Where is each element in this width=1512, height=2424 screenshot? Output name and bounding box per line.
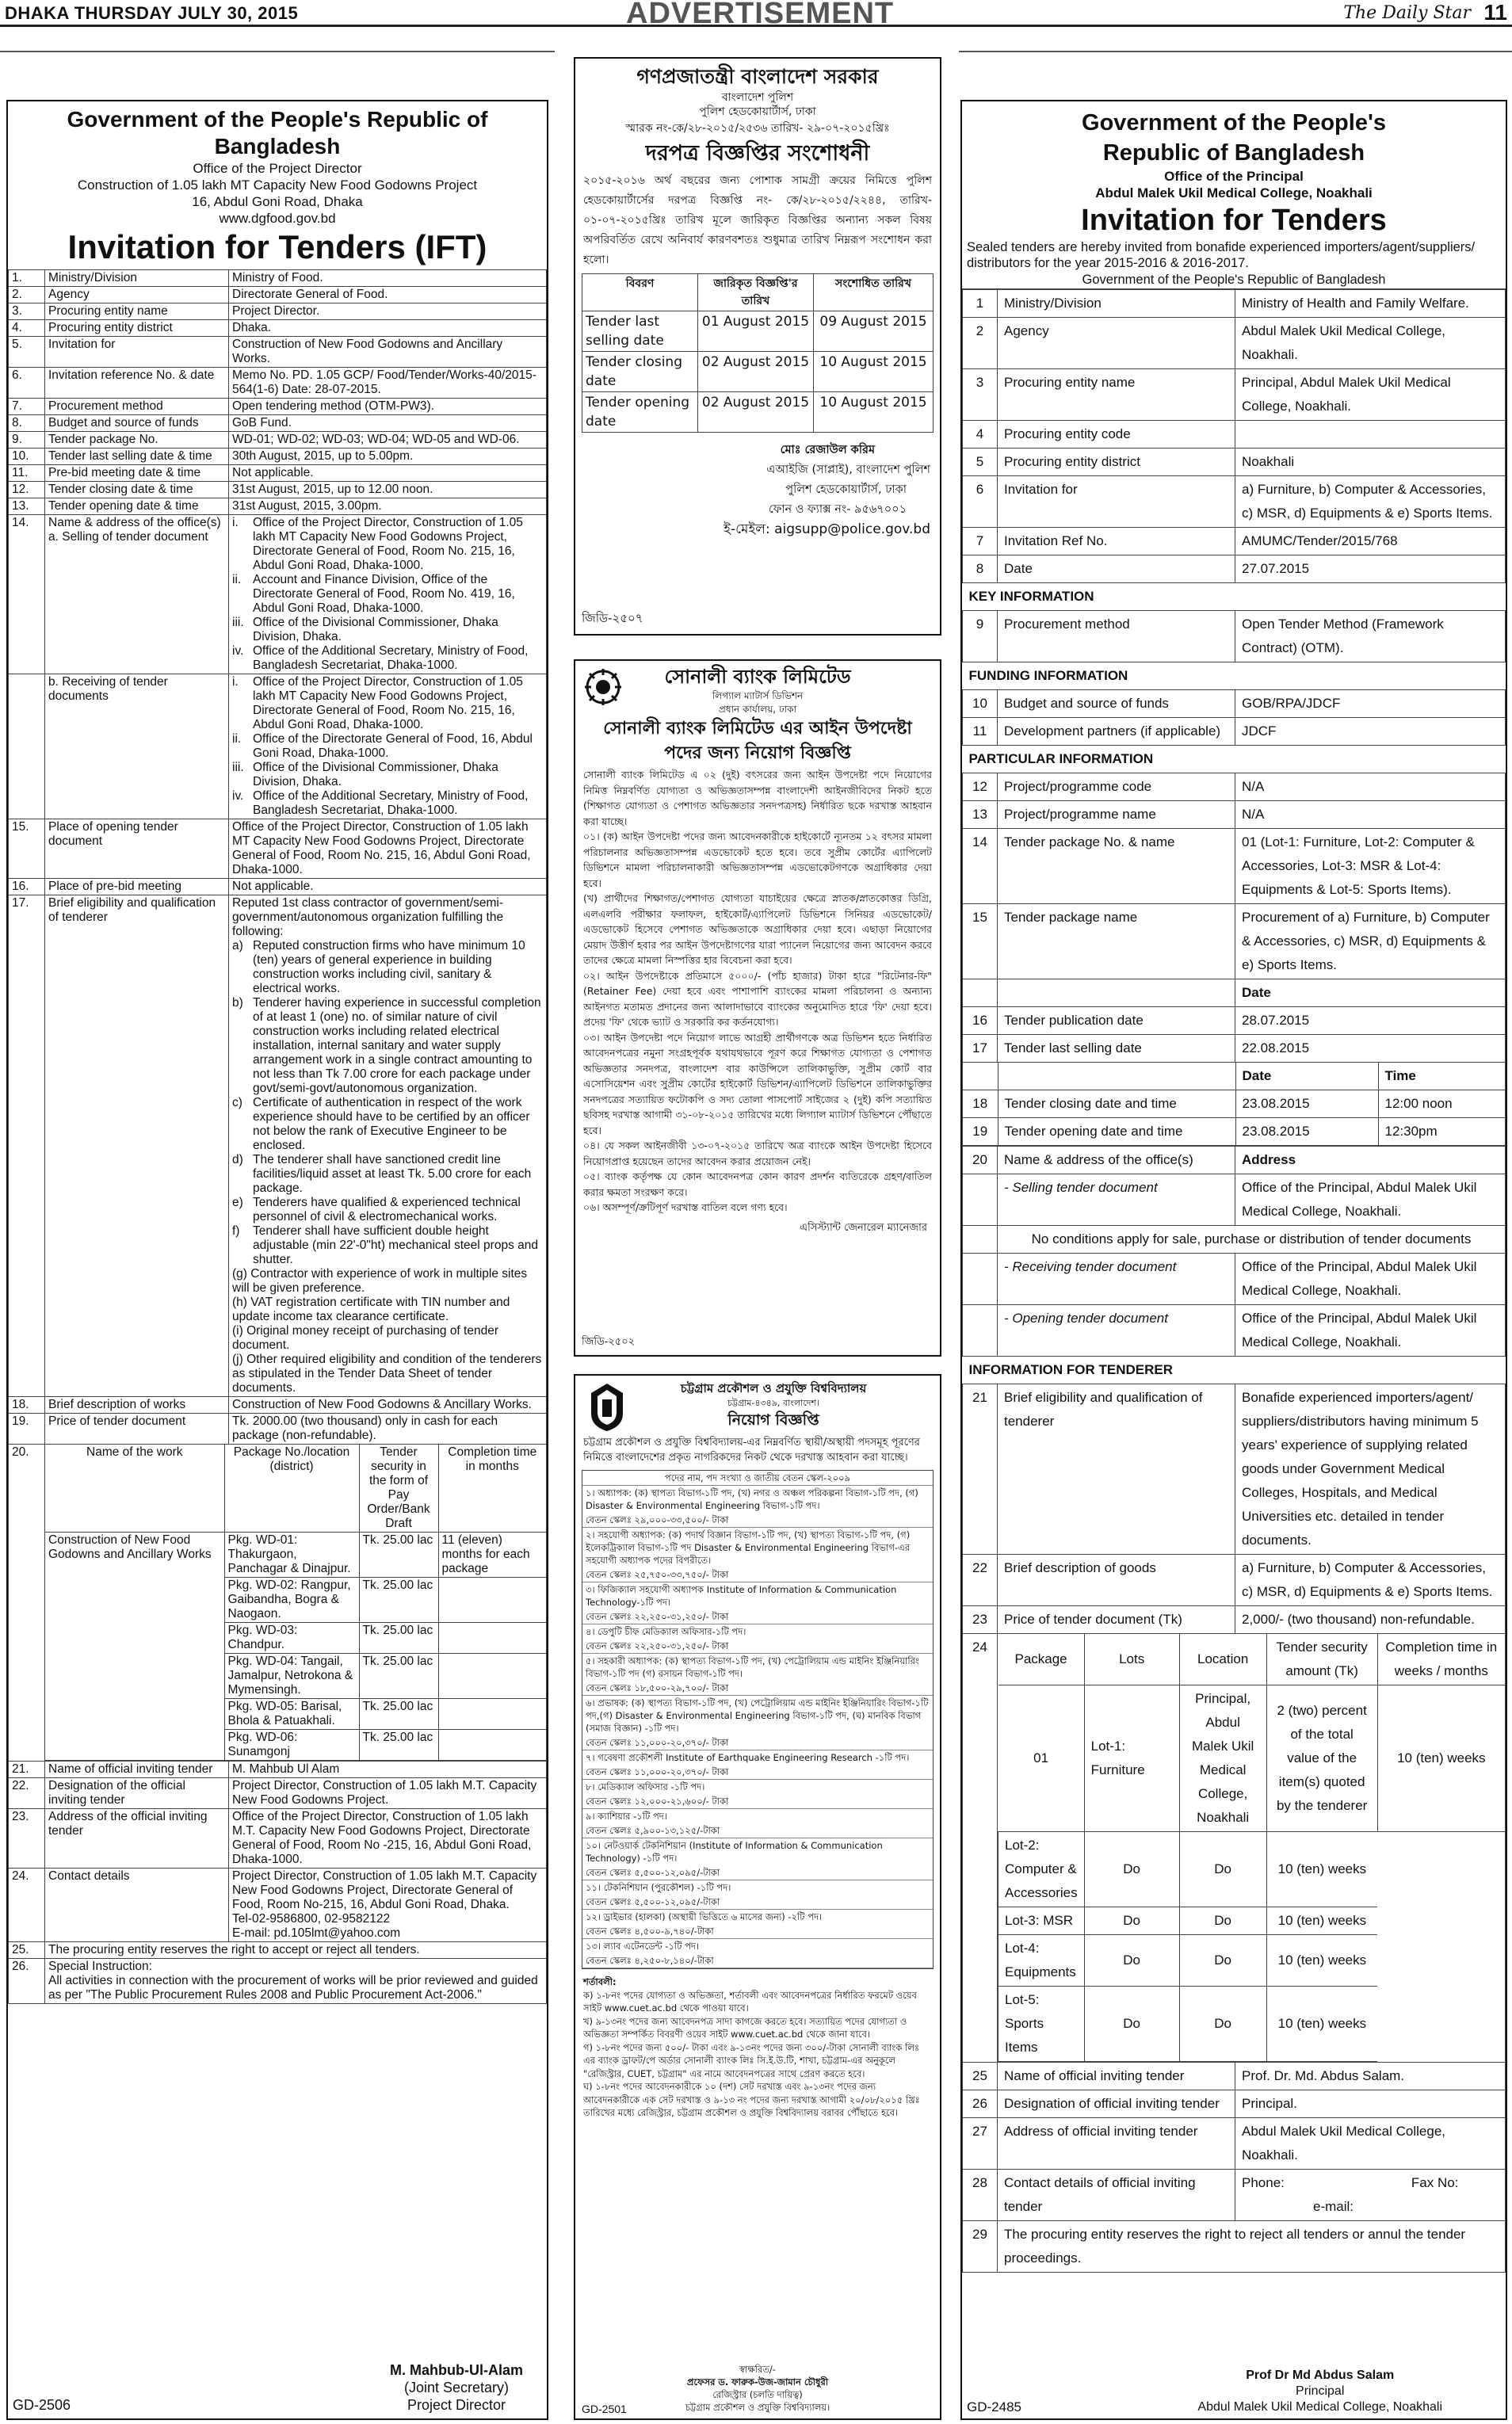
table-row: Lot-5: Sports Items Do Do 10 (ten) weeks [998, 1987, 1506, 2062]
table-row: 15. Place of opening tender document Office of the Project Director, Construction of 1.05 lakh MT Capacity New Food Godowns Project, Directorate General of Food, Room No. 215, 16, Abdul Goni Road, Dhaka-1000. [9, 819, 547, 879]
table-row: 16. Place of pre-bid meeting Not applicable. [9, 879, 547, 895]
paragraph: ঘ) ১-৮নং পদের আবেদনকারীকে ১০ (দশ) সেট দরখাস্ত এবং ৯-১৩নং পদের জন্য আবেদনকারীকে এক সেট দরখাস্ত ও ৯-১৩ নং পদের জন্য দরখাস্ত আগামী ২০/০৮/২০১৫ খ্রিঃ তারিখের মধ্যে রেজিস্ট্রার, চট্টগ্রাম প্রকৌশল ও প্রযুক্তি বিশ্ববিদ্যালয় বরাবর পৌঁছাতে হবে। [583, 2081, 920, 2118]
ad-heading: দরপত্র বিজ্ঞপ্তির সংশোধনী [645, 141, 870, 166]
paragraph: ০৫। ব্যাংক কর্তৃপক্ষ যে কোন আবেদনপত্র কোন কারণ প্রদর্শন ব্যতিরেকে গ্রহণ/বাতিল করার ক্ষমতা সংরক্ষণ করে। [583, 1170, 932, 1198]
table-row: 23. Address of the official inviting tender Office of the Project Director, Construction of 1.05 lakh M.T. Capacity New Food Godowns Project, Directorate General of Food, Room No -215, 16, Abdul Goni Road, Dhaka-1000. [9, 1809, 547, 1869]
ad-code: GD-2506 [13, 2397, 71, 2413]
ad-heading: সোনালী ব্যাংক লিমিটেড এর আইন উপদেষ্টা [603, 719, 912, 739]
medical-college-tender-ad: Government of the People's Republic of Bangladesh Office of the Principal Abdul Malek Ukil Medical College, Noakhali Invitation for Tenders Sealed tenders are hereby invited from bonafide experienced importers/agent/suppliers/ distributors for the year 2015-2016 & 2016-2017. Government of the People's Republic of Bangladesh 1 Ministry/Division Ministry of Health and Family Welfare. 2 Agency Abdul Malek Ukil Medical College, Noakhali. 3 Procuring entity name Principal, Abdul Malek Ukil Medical College, Noakhali. 4 Procuring entity code 5 Procuring entity district Noakhali 6 Invitation for a) Furniture, b) Computer & Accessories, c) MSR, d) Equipments & e) Sports Items. 7 Invitation Ref No. AMUMC/Tender/2015/768 8 Date 27.07.2015 KEY INFORMATION 9 Procurement method Open Tender Method (Framework Contract) (OTM). FUNDING INFORMATION 10 Budget and source of funds GOB/RPA/JDCF 11 Development partners (if applicable) JDCF PARTICULAR INFORMATION 12 Project/programme code N/A 13 Project/programme name N/A 14 Tender package No. & name 01 (Lot-1: Furniture, Lot-2: Computer & Accessories, Lot-3: MSR & Lot-4: Equipments & Lot-5: Sports Items). 15 Tender package name Procurement of a) Furniture, b) Computer & Accessories, c) MSR, d) Equipments & e) Sports Items. Date 16 Tender publication date 28.07.2015 17 Tender last selling date 22.08.2015 Date Time 18 Tender closing date and time 23.08.2015 12:00 noon 19 Tender opening date and time 23.08.2015 12:30pm 20 Name & address of the office(s) Address - Selling tender document Office of the Principal, Abdul Malek Ukil Medical College, Noakhali. No conditions apply for sale, purchase or distribution of tender documents - Receiving tender document Office of the Principal, Abdul Malek Ukil Medical College, Noakhali. - Opening tender document Office of the Principal, Abdul Malek Ukil Medical College, Noakhali. INFORMATION FOR TENDERER 21 Brief eligibility and qualification of tenderer Bonafide experienced importers/agent/ suppliers/distributors having minimum 5 years' experience of supplying related goods under Government Medical Colleges, Hospitals, and Medical Universities etc. detailed in tender documents. 22 Brief description of goods a) Furniture, b) Computer & Accessories, c) MSR, d) Equipments & e) Sports Items. 23 Price of tender document (Tk) 2,000/- (two thousand) non-refundable. 24 Package Lots Location Tender security amount (Tk) Completion time in weeks / months 01 Lot-1: Furniture Principal, Abdul Malek Ukil Medical College, Noakhali 2 (two) percent of the total value of the item(s) quoted by the tenderer 10 (ten) weeks Lot-2: Computer & Accessories Do Do 10 (ten) weeks Lot-3: MSR Do Do 10 (ten) weeks Lot-4: Equipments Do Do 10 (ten) weeks Lot-5: Sports Items Do Do 10 (ten) weeks 25 Name of official inviting tender Prof. Dr. Md. Abdus Salam. 26 Designation of official inviting tender Principal. 27 Address of official inviting tender Abdul Malek Ukil Medical College, Noakhali. 28 Contact details of official inviting tender Phone: Fax No:e-mail: 29 The procuring entity reserves the right to reject all tenders or annul the tender proceedings. Prof Dr Md Abdus Salam Principal Abdul Malek Ukil Medical College, Noakhali GD-2485 [960, 100, 1507, 2420]
table-row: 14. Name & address of the office(s) a. Selling of tender document i. Office of the Project Director, Construction of 1.05 lakh MT Capacity New Food Godowns Project, Directorate General of Food, Room No. 215, 16, Abdul Goni Road, Dhaka-1000. ii. Account and Finance Division, Office of the Directorate General of Food, Room No. 419, 16, Abdul Goni Road, Dhaka-1000. iii. Office of the Divisional Commissioner, Dhaka Division, Dhaka. iv. Office of the Additional Secretary, Ministry of Food, Bangladesh Secretariat, Dhaka-1000. [9, 515, 547, 674]
table-row: 24 Package Lots Location Tender security amount (Tk) Completion time in weeks / months 01 Lot-1: Furniture Principal, Abdul Malek Ukil Medical College, Noakhali 2 (two) percent of the total value of the item(s) quoted by the tenderer 10 (ten) weeks Lot-2: Computer & Accessories Do Do 10 (ten) weeks Lot-3: MSR Do Do 10 (ten) weeks Lot-4: Equipments Do Do 10 (ten) weeks Lot-5: Sports Items Do Do 10 (ten) weeks [963, 1634, 1506, 2063]
paragraph: ২। সহযোগী অধ্যাপক: (ক) পদার্থ বিজ্ঞান বিভাগ-১টি পদ, (খ) স্থাপত্য বিভাগ-১টি পদ, (গ) ইলেকট্রিক্যাল বিভাগ-১টি পদ Disaster & Environmental Engineering বিভাগ-এর সহযোগী অধ্যাপক পদের বিপরীতে। [586, 1529, 911, 1566]
table-row: 17 Tender last selling date 22.08.2015 [963, 1035, 1506, 1063]
paragraph: (j) Other required eligibility and condition of the tenderers as stipulated in the Tender Data Sheet of tender documents. [232, 1353, 542, 1395]
police-corrigendum-ad: গণপ্রজাতন্ত্রী বাংলাদেশ সরকার বাংলাদেশ পুলিশ পুলিশ হেডকোয়ার্টার্স, ঢাকা স্মারক নং-কে/২৮-২০১৫/২৫৩৬ তারিখ- ২৯-০৭-২০১৫খ্রিঃ দরপত্র বিজ্ঞপ্তির সংশোধনী ২০১৫-২০১৬ অর্থ বছরের জন্য পোশাক সামগ্রী ক্রয়ের নিমিত্তে পুলিশ হেডকোয়ার্টার্সের দরপত্র বিজ্ঞপ্তি নং- কে/২৮-২০১৫/২২৪৪, তারিখ- ০১-০৭-২০১৫খ্রিঃ তারিখ মূলে জারিকৃত বিজ্ঞপ্তির অন্যান্য সকল বিষয় অপরিবর্তিত রেখে অনিবার্য কারণবশতঃ শুধুমাত্র তারিখ নিম্নরূপ সংশোধন করা হলো। বিবরণ জারিকৃত বিজ্ঞপ্তি'র তারিখ সংশোধিত তারিখ Tender last selling date 01 August 2015 09 August 2015 Tender closing date 02 August 2015 10 August 2015 Tender opening date 02 August 2015 10 August 2015 মোঃ রেজাউল করিম এআইজি (সাপ্লাই), বাংলাদেশ পুলিশ পুলিশ হেডকোয়ার্টার্স, ঢাকা ফোন ও ফ্যাক্স নং- ৯৫৬৭০০১ ই-মেইল: aigsupp@police.gov.bd জিডি-২৫০৭ [574, 57, 941, 636]
table-row: 13 Project/programme name N/A [963, 801, 1506, 829]
paragraph: বেতন স্কেলঃ ১২,০০০-২১,৬০০/- টাকা [582, 1794, 933, 1809]
paragraph: ৭। গবেষণা প্রকৌশলী Institute of Earthquake Engineering Research -১টি পদ। [586, 1752, 910, 1763]
table-row: 11 Development partners (if applicable) JDCF [963, 718, 1506, 746]
table-row: 25 Name of official inviting tender Prof. Dr. Md. Abdus Salam. [963, 2063, 1506, 2090]
table-row: 9. Tender package No. WD-01; WD-02; WD-03; WD-04; WD-05 and WD-06. [9, 432, 547, 449]
table-row: b. Receiving of tender documents i. Office of the Project Director, Construction of 1.05 lakh MT Capacity New Food Godowns Project, Directorate General of Food, Room No. 215, 16, Abdul Goni Road, Dhaka-1000. ii. Office of the Directorate General of Food, 16, Abdul Goni Road, Dhaka-1000. iii. Office of the Divisional Commissioner, Dhaka Division, Dhaka. iv. Office of the Additional Secretary, Ministry of Food, Bangladesh Secretariat, Dhaka-1000. [9, 674, 547, 819]
paragraph: ১২। ড্রাইভার (হালকা) (অস্থায়ী ভিত্তিতে ৬ মাসের জন্য) -২টি পদ। [586, 1911, 823, 1922]
food-godown-tender-ad [6, 100, 548, 2420]
list-item: ii. Office of the Directorate General of Food, 16, Abdul Goni Road, Dhaka-1000. [232, 732, 533, 760]
cuet-recruitment-ad: চট্টগ্রাম প্রকৌশল ও প্রযুক্তি বিশ্ববিদ্যালয় চট্টগ্রাম-৪৩৪৯, বাংলাদেশ। নিয়োগ বিজ্ঞপ্তি চট্টগ্রাম প্রকৌশল ও প্রযুক্তি বিশ্ববিদ্যালয়-এর নিম্নবর্ণিত স্থায়ী/অস্থায়ী পদসমূহ পূরণের নিমিত্তে বাংলাদেশের প্রকৃত নাগরিকদের নিকট থেকে দরখাস্ত আহবান করা যাচ্ছে। পদের নাম, পদ সংখ্যা ও জাতীয় বেতন স্কেল-২০০৯ ১। অধ্যাপক: (ক) স্থাপত্য বিভাগ-১টি পদ, (খ) নগর ও অঞ্চল পরিকল্পনা বিভাগ-১টি পদ, (গ) Disaster & Environmental Engineering বিভাগ-১টি পদ। বেতন স্কেলঃ ২৯,০০০-৩৩,৫০০/- টাকা ২। সহযোগী অধ্যাপক: (ক) পদার্থ বিজ্ঞান বিভাগ-১টি পদ, (খ) স্থাপত্য বিভাগ-১টি পদ, (গ) ইলেকট্রিক্যাল বিভাগ-১টি পদ Disaster & Environmental Engineering বিভাগ-এর সহযোগী অধ্যাপক পদের বিপরীতে। বেতন স্কেলঃ ২৫,৭৫০-৩৩,৭৫০/- টাকা ৩। ফিজিক্যাল সহযোগী অধ্যাপক Institute of Information & Communication Technology-১টি পদ। বেতন স্কেলঃ ২২,২৫০-৩১,২৫০/- টাকা ৪। ডেপুটি চীফ মেডিক্যাল অফিসার-১টি পদ। বেতন স্কেলঃ ২২,২৫০-৩১,২৫০/- টাকা ৫। সহকারী অধ্যাপক: (ক) স্থাপত্য বিভাগ-১টি পদ, (খ) পেট্রোলিয়াম এন্ড মাইনিং ইঞ্জিনিয়ারিং বিভাগ-১টি পদ (গ) রসায়ন বিভাগ-১টি পদ। বেতন স্কেলঃ ১৮,৫০০-২৯,৭০০/- টাকা ৬। প্রভাষক: (ক) স্থাপত্য বিভাগ-১টি পদ, (খ) পেট্রোলিয়াম এন্ড মাইনিং ইঞ্জিনিয়ারিং বিভাগ-১টি পদ,(গ) Disaster & Environmental Engineering বিভাগ-১টি পদ, (ঘ) মানবিক বিভাগ (সমাজ বিজ্ঞান) -১টি পদ। বেতন স্কেলঃ ১১,০০০-২০,৩৭০/- টাকা ৭। গবেষণা প্রকৌশলী Institute of Earthquake Engineering Research -১টি পদ। বেতন স্কেলঃ ১১,০০০-২০,৩৭০/- টাকা ৮। মেডিক্যাল অফিসার -১টি পদ। বেতন স্কেলঃ ১২,০০০-২১,৬০০/- টাকা ৯। ক্যাশিয়ার -১টি পদ। বেতন স্কেলঃ ৫,৯০০-১৩,১২৫/-টাকা ১০। নেটওয়ার্ক টেকনিশিয়ান (Institute of Information & Communication Technology) -১টি পদ। বেতন স্কেলঃ ৫,৫০০-১২,০৯৫/-টাকা ১১। টেকনিশিয়ান (পুরকৌশল) -১টি পদ। বেতন স্কেলঃ ৫,৫০০-১২,০৯৫/-টাকা ১২। ড্রাইভার (হালকা) (অস্থায়ী ভিত্তিতে ৬ মাসের জন্য) -২টি পদ। বেতন স্কেলঃ ৪,৫০০-৯,৭৪০/-টাকা ১৩। ল্যাব এটেনডেন্ট -১টি পদ। বেতন স্কেলঃ ৪,২৫০-৮,১৪০/-টাকা শর্তাবলী: ক) ১-৮নং পদের যোগ্যতা ও অভিজ্ঞতা, শর্তাবলী এবং আবেদনপত্রের নির্ধারিত ফরমেট ওয়েব সাইট www.cuet.ac.bd থেকে পাওয়া যাবে। খ) ৯-১৩নং পদের জন্য আবেদনপত্র সাদা কাগজে করতে হবে। সত্যায়িত পদের যোগ্যতা ও অভিজ্ঞতা সম্পর্কিত বিবরণী ওয়েব সাইট www.cuet.ac.bd থেকে জানা যাবে। গ) ১-৮নং পদের জন্য ৫০০/- টাকা এবং ৯-১৩নং পদের জন্য ৩০০/-টাকা সোনালী ব্যাংক লিঃ এর ব্যাংক ড্রাফট/পে অর্ডার সোনালী ব্যাংক লিঃ সি.ই.উ.টি, শাখা, চট্টগ্রাম-এর অনুকূলে "রেজিস্ট্রার, CUET, চট্টগ্রাম" এর নামে আবেদনপত্রের সাথে প্রেরণ করতে হবে। ঘ) ১-৮নং পদের আবেদনকারীকে ১০ (দশ) সেট দরখাস্ত এবং ৯-১৩নং পদের জন্য আবেদনকারীকে এক সেট দরখাস্ত ও ৯-১৩ নং পদের জন্য দরখাস্ত আগামী ২০/০৮/২০১৫ খ্রিঃ তারিখের মধ্যে রেজিস্ট্রার, চট্টগ্রাম প্রকৌশল ও প্রযুক্তি বিশ্ববিদ্যালয় বরাবর পৌঁছাতে হবে। স্বাক্ষরিত/- প্রফেসর ড. ফারুক-উজ-জামান চৌধুরী রেজিস্ট্রার (চলতি দায়িত্ব) চট্টগ্রাম প্রকৌশল ও প্রযুক্তি বিশ্ববিদ্যালয়। GD-2501 [574, 1374, 941, 2420]
table-row: - Opening tender document Office of the Principal, Abdul Malek Ukil Medical College, Noakhali. [963, 1305, 1506, 1357]
paragraph: ৪। ডেপুটি চীফ মেডিক্যাল অফিসার-১টি পদ। [586, 1626, 746, 1637]
table-row: 9 Procurement method Open Tender Method (Framework Contract) (OTM). [963, 611, 1506, 662]
signature-block: স্বাক্ষরিত/- প্রফেসর ড. ফারুক-উজ-জামান চৌধুরী রেজিস্ট্রার (চলতি দায়িত্ব) চট্টগ্রাম প্রকৌশল ও প্রযুক্তি বিশ্ববিদ্যালয়। [685, 2364, 830, 2413]
table-row: 22. Designation of the official inviting tender Project Director, Construction of 1.05 lakh M.T. Capacity New Food Godowns Project. [9, 1778, 547, 1809]
section-title: ADVERTISEMENT [626, 0, 895, 30]
table-row: 12. Tender closing date & time 31st August, 2015, up to 12.00 noon. [9, 482, 547, 498]
cuet-logo [588, 1382, 626, 1433]
signature-block: এসিস্ট্যান্ট জেনারেল ম্যানেজার [800, 1221, 927, 1234]
table-row: 7 Invitation Ref No. AMUMC/Tender/2015/768 [963, 528, 1506, 555]
table-row: Pkg. WD-03: Chandpur. Tk. 25.00 lac [45, 1623, 546, 1654]
table-row: 22 Brief description of goods a) Furniture, b) Computer & Accessories, c) MSR, d) Equipments & e) Sports Items. [963, 1555, 1506, 1606]
table-row: 17. Brief eligibility and qualification of tenderer Reputed 1st class contractor of government/semi-government/autonomous organization fulfilling the following: a) Reputed construction firms who have minimum 10 (ten) years of general experience in building construction works including civil, sanitary & electrical works. b) Tenderer having experience in successful completion of at least 1 (one) no. of similar nature of civil construction works including related electrical installation, internal sanitary and water supply arrangement work in a single contract amounting to not less than Tk 7.00 crore for each package under govt/semi-govt/autonomous organization. c) Certificate of authentication in respect of the work experience should have to be certified by an officer not below the rank of Executive Engineer to be enclosed. d) The tenderer shall have sanctioned credit line facilities/liquid asset at least Tk. 5.00 crore for each package. e) Tenderers have qualified & experienced technical personnel of civil & electromechanical works. f) Tenderer shall have sufficient double height adjustable (min 22'-0"ht) mechanical steel props and shutter. (g) Contractor with experience of work in multiple sites will be given preference. (h) VAT registration certificate with TIN number and update income tax clearance certificate. (i) Original money receipt of purchasing of tender document. (j) Other required eligibility and condition of the tenderers as stipulated in the Tender Data Sheet of tender documents. [9, 895, 547, 1397]
table-row: Pkg. WD-02: Rangpur, Gaibandha, Bogra & Naogaon. Tk. 25.00 lac [45, 1578, 546, 1623]
table-row: 26 Designation of official inviting tender Principal. [963, 2090, 1506, 2118]
table-row: 15 Tender package name Procurement of a) Furniture, b) Computer & Accessories, c) MSR, d) Equipments & e) Sports Items. [963, 904, 1506, 979]
package-table: Name of the work Package No./location (district) Tender security in the form of Pay Order/Bank Draft Completion time in months Construction of New Food Godowns and Ancillary Works Pkg. WD-01: Thakurgaon, Panchagar & Dinajpur. Tk. 25.00 lac 11 (eleven) months for each package Pkg. WD-02: Rangpur, Gaibandha, Bogra & Naogaon. Tk. 25.00 lac Pkg. WD-03: Chandpur. Tk. 25.00 lac Pkg. WD-04: Tangail, Jamalpur, Netrokona & Mymensingh. Tk. 25.00 lac Pkg. WD-05: Barisal, Bhola & Patuakhali. Tk. 25.00 lac Pkg. WD-06: Sunamgonj Tk. 25.00 lac [45, 1445, 546, 1761]
paragraph: বেতন স্কেলঃ ৪,২৫০-৮,১৪০/-টাকা [582, 1953, 933, 1968]
paragraph: ৯। ক্যাশিয়ার -১টি পদ। [586, 1811, 667, 1822]
table-row: Tender opening date 02 August 2015 10 August 2015 [582, 392, 934, 433]
paragraph: সোনালী ব্যাংক লিমিটেড এ ০২ (দুই) বৎসরের জন্য আইন উপদেষ্টা পদে নিয়োগের নিমিত্ত নিম্নবর্ণিত যোগ্যতা ও অভিজ্ঞতাসম্পন্ন বাংলাদেশী আইনজীবিদের নিকট হতে (শিক্ষাগত যোগ্যতা ও পেশাগত অভিজ্ঞতার সনদপত্রসহ) নির্ধারিত ছকে দরখাস্ত আহবান করা যাচ্ছে। [583, 769, 932, 827]
table-row: 26. Special Instruction: All activities in connection with the procurement of works will be prior reviewed and guided as per "The Public Procurement Rules 2008 and Public Procurement Act-2006." [9, 1959, 547, 2004]
table-row: 8 Date 27.07.2015 [963, 555, 1506, 583]
signature-block: মোঃ রেজাউল করিম এআইজি (সাপ্লাই), বাংলাদেশ পুলিশ পুলিশ হেডকোয়ার্টার্স, ঢাকা ফোন ও ফ্যাক্স নং- ৯৫৬৭০০১ ই-মেইল: aigsupp@police.gov.bd [724, 444, 930, 537]
ad-heading: নিয়োগ বিজ্ঞপ্তি [727, 1411, 819, 1429]
paragraph: বেতন স্কেলঃ ২৫,৭৫০-৩৩,৭৫০/- টাকা [582, 1567, 933, 1582]
table-row: 28 Contact details of official inviting tender Phone: Fax No:e-mail: [963, 2170, 1506, 2221]
paragraph: ০৩। আইন উপদেষ্টা পদে নিয়োগ লাভে আগ্রহী প্রার্থীগণকে অত্র ডিভিশন হতে নির্ধারিত আবেদনপত্রের নমুনা সংগ্রহপূর্বক যথাযথভাবে পূরণ করে শিক্ষাগত যোগ্যতা ও পেশাগত অভিজ্ঞতার সনদপত্র, বাংলাদেশ বার কাউন্সিলে তালিকাভুক্তি, সুপ্রীম কোর্ট বার এসোসিয়েশন এবং সুপ্রীম কোর্টের হাইকোর্ট ডিভিশন/এ্যাপিলেট ডিভিশনে তালিকাভুক্তির সনদপত্রের সত্যায়িত ফটোকপি ও সদ্য তোলা পাসপোর্ট সাইজের ২ (দুই) কপি সত্যায়িত ছবিসহ দরখাস্ত আগামী ৩১-০৮-২০১৫ তারিখের মধ্যে লিগ্যাল ম্যাটার্স ডিভিশনে পৌঁছাতে হবে। [583, 1031, 932, 1136]
table-row: 3 Procuring entity name Principal, Abdul Malek Ukil Medical College, Noakhali. [963, 369, 1506, 421]
paragraph: বেতন স্কেলঃ ২২,২৫০-৩১,২৫০/- টাকা [582, 1639, 933, 1654]
paragraph: ০৪। যে সকল আইনজীবী ১৩-০৭-২০১৫ তারিখে অত্র ব্যাংকে আইন উপদেষ্টা হিসেবে নিয়োগপ্রাপ্ত হয়েছেন তাদের আবেদন করার প্রয়োজন নেই। [583, 1139, 932, 1167]
list-item: i. Office of the Project Director, Construction of 1.05 lakh MT Capacity New Food Godowns Project, Directorate General of Food, Room No. 215, 16, Abdul Goni Road, Dhaka-1000. [232, 516, 523, 572]
column-rule [0, 51, 555, 52]
ift-table: 1 Ministry/Division Ministry of Health and Family Welfare. 2 Agency Abdul Malek Ukil Medical College, Noakhali. 3 Procuring entity name Principal, Abdul Malek Ukil Medical College, Noakhali. 4 Procuring entity code 5 Procuring entity district Noakhali 6 Invitation for a) Furniture, b) Computer & Accessories, c) MSR, d) Equipments & e) Sports Items. 7 Invitation Ref No. AMUMC/Tender/2015/768 8 Date 27.07.2015 KEY INFORMATION 9 Procurement method Open Tender Method (Framework Contract) (OTM). FUNDING INFORMATION 10 Budget and source of funds GOB/RPA/JDCF 11 Development partners (if applicable) JDCF PARTICULAR INFORMATION 12 Project/programme code N/A 13 Project/programme name N/A 14 Tender package No. & name 01 (Lot-1: Furniture, Lot-2: Computer & Accessories, Lot-3: MSR & Lot-4: Equipments & Lot-5: Sports Items). 15 Tender package name Procurement of a) Furniture, b) Computer & Accessories, c) MSR, d) Equipments & e) Sports Items. Date 16 Tender publication date 28.07.2015 17 Tender last selling date 22.08.2015 Date Time 18 Tender closing date and time 23.08.2015 12:00 noon 19 Tender opening date and time 23.08.2015 12:30pm 20 Name & address of the office(s) Address - Selling tender document Office of the Principal, Abdul Malek Ukil Medical College, Noakhali. No conditions apply for sale, purchase or distribution of tender documents - Receiving tender document Office of the Principal, Abdul Malek Ukil Medical College, Noakhali. - Opening tender document Office of the Principal, Abdul Malek Ukil Medical College, Noakhali. INFORMATION FOR TENDERER 21 Brief eligibility and qualification of tenderer Bonafide experienced importers/agent/ suppliers/distributors having minimum 5 years' experience of supplying related goods under Government Medical Colleges, Hospitals, and Medical Universities etc. detailed in tender documents. 22 Brief description of goods a) Furniture, b) Computer & Accessories, c) MSR, d) Equipments & e) Sports Items. 23 Price of tender document (Tk) 2,000/- (two thousand) non-refundable. 24 Package Lots Location Tender security amount (Tk) Completion time in weeks / months 01 Lot-1: Furniture Principal, Abdul Malek Ukil Medical College, Noakhali 2 (two) percent of the total value of the item(s) quoted by the tenderer 10 (ten) weeks Lot-2: Computer & Accessories Do Do 10 (ten) weeks Lot-3: MSR Do Do 10 (ten) weeks Lot-4: Equipments Do Do 10 (ten) weeks Lot-5: Sports Items Do Do 10 (ten) weeks 25 Name of official inviting tender Prof. Dr. Md. Abdus Salam. 26 Designation of official inviting tender Principal. 27 Address of official inviting tender Abdul Malek Ukil Medical College, Noakhali. 28 Contact details of official inviting tender Phone: Fax No:e-mail: 29 The procuring entity reserves the right to reject all tenders or annul the tender proceedings. [962, 289, 1506, 2273]
paragraph: ০১। (ক) আইন উপদেষ্টা পদের জন্য আবেদনকারীকে হাইকোর্টে ন্যূনতম ১২ বৎসর মামলা পরিচালনার অভিজ্ঞতাসম্পন্ন এডভোকেট হতে হবে। তবে সুপ্রীম কোর্টের এ্যাপিলেট ডিভিশনে মামলা পরিচালনাকারী অভিজ্ঞতাসম্পন্ন এডভোকেটগণকে অগ্রাধিকার দেয়া হবে। [583, 830, 932, 889]
table-row: 27 Address of official inviting tender Abdul Malek Ukil Medical College, Noakhali. [963, 2118, 1506, 2170]
table-row: 6 Invitation for a) Furniture, b) Computer & Accessories, c) MSR, d) Equipments & e) Sports Items. [963, 476, 1506, 528]
ift-table [8, 269, 547, 2004]
ad-heading: Invitation for Tenders [1081, 204, 1387, 237]
ad-code: GD-2501 [582, 2403, 627, 2415]
table-row: 18. Brief description of works Construction of New Food Godowns & Ancillary Works. [9, 1397, 547, 1414]
table-row: 19. Price of tender document Tk. 2000.00 (two thousand) only in cash for each package (non-refundable). [9, 1414, 547, 1445]
paragraph: বেতন স্কেলঃ ২৯,০০০-৩৩,৫০০/- টাকা [582, 1513, 933, 1528]
table-row: Tender last selling date 01 August 2015 09 August 2015 [582, 311, 934, 352]
table-row: 24. Contact details Project Director, Construction of 1.05 lakh M.T. Capacity New Food Godowns Project, Directorate General of Food, Room No-215, 16, Abdul Goni Road, Dhaka. Tel-02-9586800, 02-9582122 E-mail: pd.105lmt@yahoo.com [9, 1869, 547, 1942]
page-number: 11 [1483, 0, 1507, 25]
paragraph: বেতন স্কেলঃ ৫,৫০০-১২,০৯৫/-টাকা [582, 1865, 933, 1880]
paragraph: বেতন স্কেলঃ ৫,৫০০-১২,০৯৫/-টাকা [582, 1895, 933, 1910]
dateline: DHAKA THURSDAY JULY 30, 2015 [5, 3, 299, 23]
list-item: f) Tenderer shall have sufficient double height adjustable (min 22'-0"ht) mechanical steel props and shutter. [232, 1224, 538, 1266]
list-item: iii. Office of the Divisional Commissioner, Dhaka Division, Dhaka. [232, 616, 498, 643]
table-row: Pkg. WD-06: Sunamgonj Tk. 25.00 lac [45, 1730, 546, 1761]
table-row: 18 Tender closing date and time 23.08.2015 12:00 noon [963, 1090, 1505, 1118]
paragraph: ০৬। অসম্পূর্ণ/ক্রটিপূর্ণ দরখাস্ত বাতিল বলে গণ্য হবে। [583, 1201, 788, 1213]
table-row: 16 Tender publication date 28.07.2015 [963, 1007, 1506, 1035]
table-row: 20 Name & address of the office(s) Address [963, 1147, 1506, 1174]
paragraph: বেতন স্কেলঃ ৫,৯০০-১৩,১২৫/-টাকা [582, 1823, 933, 1838]
table-row: 13. Tender opening date & time 31st August, 2015, 3.00pm. [9, 498, 547, 515]
memo-ref: স্মারক নং-কে/২৮-২০১৫/২৫৩৬ তারিখ- ২৯-০৭-২০১৫খ্রিঃ [625, 122, 890, 135]
paragraph: (খ) প্রার্থীদের শিক্ষাগত/পেশাগত যোগ্যতা যাচাইয়ের ক্ষেত্রে স্নাতক/স্নাতকোত্তর ডিগ্রি, এলএলবি পরীক্ষার ফলাফল, হাইকোর্ট/এ্যাপিলেট ডিভিশনে সিনিয়র এডভোকেট/এডভোকেট হিসেবে পেশাগত অভিজ্ঞতাকে অগ্রাধিকার দেয়া হবে। এছাড়া নিয়োগের মেয়াদ উত্তীর্ণ হবার পর আইন উপদেষ্টাগণের যারা প্যানেল নিয়োগের জন্য আবেদন করবে তাদের ক্ষেত্রে মামলা নিস্পত্তির হার বিবেচনা করা হবে। [583, 892, 932, 966]
list-item: i. Office of the Project Director, Construction of 1.05 lakh MT Capacity New Food Godowns Project, Directorate General of Food, Room No. 215, 16, Abdul Goni Road, Dhaka-1000. [232, 675, 523, 731]
list-item: b) Tenderer having experience in successful completion of at least 1 (one) no. of similar nature of civil construction works including related electrical installation, internal sanitary and water supply arrangement work in a single contract amounting to not less than Tk 7.00 crore for each package under govt/semi-govt/autonomous organization. [232, 996, 541, 1095]
table-row: 19 Tender opening date and time 23.08.2015 12:30pm [963, 1118, 1505, 1146]
table-row: 2. Agency Directorate General of Food. [9, 287, 547, 303]
paragraph: গ) ১-৮নং পদের জন্য ৫০০/- টাকা এবং ৯-১৩নং পদের জন্য ৩০০/-টাকা সোনালী ব্যাংক লিঃ এর ব্যাংক ড্রাফট/পে অর্ডার সোনালী ব্যাংক লিঃ সি.ই.উ.টি, শাখা, চট্টগ্রাম-এর অনুকূলে "রেজিস্ট্রার, CUET, চট্টগ্রাম" এর নামে আবেদনপত্রের সাথে প্রেরণ করতে হবে। [583, 2041, 920, 2079]
paragraph: ১০। নেটওয়ার্ক টেকনিশিয়ান (Institute of Information & Communication Technology) -১টি পদ। [586, 1840, 883, 1864]
ad-title: গণপ্রজাতন্ত্রী বাংলাদেশ সরকার [636, 65, 879, 88]
address-line: 16, Abdul Goni Road, Dhaka [192, 194, 363, 209]
ad-title: Government of the People's Republic of Bangladesh [67, 107, 488, 158]
table-row: 5 Procuring entity district Noakhali [963, 449, 1506, 476]
list-item: iv. Office of the Additional Secretary, Ministry of Food, Bangladesh Secretariat, Dhaka-1000. [232, 644, 529, 672]
sonali-bank-ad: সোনালী ব্যাংক লিমিটেড লিগ্যাল ম্যাটার্স ডিভিশন প্রধান কার্যালয়, ঢাকা সোনালী ব্যাংক লিমিটেড এর আইন উপদেষ্টা পদের জন্য নিয়োগ বিজ্ঞপ্তি সোনালী ব্যাংক লিমিটেড এ ০২ (দুই) বৎসরের জন্য আইন উপদেষ্টা পদে নিয়োগের নিমিত্ত নিম্নবর্ণিত যোগ্যতা ও অভিজ্ঞতাসম্পন্ন বাংলাদেশী আইনজীবিদের নিকট হতে (শিক্ষাগত যোগ্যতা ও পেশাগত অভিজ্ঞতার সনদপত্রসহ) নির্ধারিত ছকে দরখাস্ত আহবান করা যাচ্ছে। ০১। (ক) আইন উপদেষ্টা পদের জন্য আবেদনকারীকে হাইকোর্টে ন্যূনতম ১২ বৎসর মামলা পরিচালনার অভিজ্ঞতাসম্পন্ন এডভোকেট হতে হবে। তবে সুপ্রীম কোর্টের এ্যাপিলেট ডিভিশনে মামলা পরিচালনাকারী অভিজ্ঞতাসম্পন্ন এডভোকেটগণকে অগ্রাধিকার দেয়া হবে। (খ) প্রার্থীদের শিক্ষাগত/পেশাগত যোগ্যতা যাচাইয়ের ক্ষেত্রে স্নাতক/স্নাতকোত্তর ডিগ্রি, এলএলবি পরীক্ষার ফলাফল, হাইকোর্ট/এ্যাপিলেট ডিভিশনে সিনিয়র এডভোকেট/এডভোকেট হিসেবে পেশাগত অভিজ্ঞতাকে অগ্রাধিকার দেয়া হবে। এছাড়া নিয়োগের মেয়াদ উত্তীর্ণ হবার পর আইন উপদেষ্টাগণের যারা প্যানেল নিয়োগের জন্য আবেদন করবে তাদের ক্ষেত্রে মামলা নিস্পত্তির হার বিবেচনা করা হবে। ০২। আইন উপদেষ্টাকে প্রতিমাসে ৫০০০/- (পাঁচ হাজার) টাকা হারে "রিটেনার-ফি" (Retainer Fee) দেয়া হবে এবং পাশাপাশি ব্যাংকের মামলা পরিচালনা ও অন্যান্য আইনগত মতামত প্রদানের জন্য আলাদাভাবে ব্যাংকের অনুমোদিত হারে 'ফি' দেয়া হবে। প্রদেয় 'ফি' থেকে ভ্যাট ও সরকারি কর কর্তনযোগ্য। ০৩। আইন উপদেষ্টা পদে নিয়োগ লাভে আগ্রহী প্রার্থীগণকে অত্র ডিভিশন হতে নির্ধারিত আবেদনপত্রের নমুনা সংগ্রহপূর্বক যথাযথভাবে পূরণ করে শিক্ষাগত যোগ্যতা ও পেশাগত অভিজ্ঞতার সনদপত্র, বাংলাদেশ বার কাউন্সিলে তালিকাভুক্তি, সুপ্রীম কোর্ট বার এসোসিয়েশন এবং সুপ্রীম কোর্টের হাইকোর্ট ডিভিশন/এ্যাপিলেট ডিভিশনে তালিকাভুক্তির সনদপত্রের সত্যায়িত ফটোকপি ও সদ্য তোলা পাসপোর্ট সাইজের ২ (দুই) কপি সত্যায়িত ছবিসহ দরখাস্ত আগামী ৩১-০৮-২০১৫ তারিখের মধ্যে লিগ্যাল ম্যাটার্স ডিভিশনে পৌঁছাতে হবে। ০৪। যে সকল আইনজীবী ১৩-০৭-২০১৫ তারিখে অত্র ব্যাংকে আইন উপদেষ্টা হিসেবে নিয়োগপ্রাপ্ত হয়েছেন তাদের আবেদন করার প্রয়োজন নেই। ০৫। ব্যাংক কর্তৃপক্ষ যে কোন আবেদনপত্র কোন কারণ প্রদর্শন ব্যতিরেকে গ্রহণ/বাতিল করার ক্ষমতা সংরক্ষণ করে। ০৬। অসম্পূর্ণ/ক্রটিপূর্ণ দরখাস্ত বাতিল বলে গণ্য হবে। এসিস্ট্যান্ট জেনারেল ম্যানেজার জিডি-২৫০২ [574, 659, 941, 1357]
paragraph: বেতন স্কেলঃ ১১,০০০-২০,৩৭০/- টাকা [582, 1765, 933, 1780]
table-row: 1 Ministry/Division Ministry of Health and Family Welfare. [963, 290, 1506, 318]
sonali-bank-logo [585, 669, 621, 705]
ad-title: সোনালী ব্যাংক লিমিটেড [664, 666, 851, 688]
paragraph: ০২। আইন উপদেষ্টাকে প্রতিমাসে ৫০০০/- (পাঁচ হাজার) টাকা হারে "রিটেনার-ফি" (Retainer Fee) দেয়া হবে এবং পাশাপাশি ব্যাংকের মামলা পরিচালনা ও অন্যান্য আইনগত মতামত প্রদানের জন্য আলাদাভাবে ব্যাংকের অনুমোদিত হারে 'ফি' দেয়া হবে। প্রদেয় 'ফি' থেকে ভ্যাট ও সরকারি কর কর্তনযোগ্য। [583, 969, 932, 1028]
table-row: 4 Procuring entity code [963, 421, 1506, 449]
paragraph: (i) Original money receipt of purchasing of tender document. [232, 1324, 498, 1352]
paragraph: ৮। মেডিক্যাল অফিসার -১টি পদ। [586, 1781, 705, 1792]
table-row: 21. Name of official inviting tender M. Mahbub Ul Alam [9, 1762, 547, 1778]
list-item: c) Certificate of authentication in respect of the work experience should have to be certified by an officer not below the rank of Executive Engineer to be enclosed. [232, 1096, 530, 1152]
table-row: 8. Budget and source of funds GoB Fund. [9, 415, 547, 432]
date-table: বিবরণ জারিকৃত বিজ্ঞপ্তি'র তারিখ সংশোধিত তারিখ Tender last selling date 01 August 2015 09 August 2015 Tender closing date 02 August 2015 10 August 2015 Tender opening date 02 August 2015 10 August 2015 [582, 273, 934, 433]
ad-title: Government of the People's [1082, 110, 1386, 136]
table-row: Construction of New Food Godowns and Ancillary Works Pkg. WD-01: Thakurgaon, Panchagar & Dinajpur. Tk. 25.00 lac 11 (eleven) months for each package [45, 1533, 546, 1578]
paragraph: ক) ১-৮নং পদের যোগ্যতা ও অভিজ্ঞতা, শর্তাবলী এবং আবেদনপত্রের নির্ধারিত ফরমেট ওয়েব সাইট www.cuet.ac.bd থেকে পাওয়া যাবে। [583, 1989, 917, 2014]
table-row: Pkg. WD-05: Barisal, Bhola & Patuakhali. Tk. 25.00 lac [45, 1699, 546, 1730]
table-row: 29 The procuring entity reserves the right to reject all tenders or annul the tender proceedings. [963, 2221, 1506, 2273]
table-row: 11. Pre-bid meeting date & time Not applicable. [9, 465, 547, 482]
table-row: 2 Agency Abdul Malek Ukil Medical College, Noakhali. [963, 318, 1506, 369]
table-row: Lot-2: Computer & Accessories Do Do 10 (ten) weeks [998, 1832, 1506, 1907]
table-row: 14 Tender package No. & name 01 (Lot-1: Furniture, Lot-2: Computer & Accessories, Lot-3: MSR & Lot-4: Equipments & Lot-5: Sports Items). [963, 829, 1506, 904]
list-item: a) Reputed construction firms who have minimum 10 (ten) years of general experience in building construction works including civil, sanitary & electrical works. [232, 939, 525, 995]
ad-code: জিডি-২৫০২ [582, 1336, 636, 1348]
table-row: 25. The procuring entity reserves the right to accept or reject all tenders. [9, 1942, 547, 1959]
paragraph: পদের নাম, পদ সংখ্যা ও জাতীয় বেতন স্কেল-২০০৯ [582, 1471, 933, 1486]
table-row: 4. Procuring entity district Dhaka. [9, 320, 547, 337]
project-line: Construction of 1.05 lakh MT Capacity New Food Godowns Project [77, 178, 478, 193]
table-row: Tender closing date 02 August 2015 10 August 2015 [582, 352, 934, 392]
table-row: 21 Brief eligibility and qualification of tenderer Bonafide experienced importers/agent/ suppliers/distributors having minimum 5 years' experience of supplying related goods under Government Medical Colleges, Hospitals, and Medical Universities etc. detailed in tender documents. [963, 1384, 1506, 1555]
paragraph: বেতন স্কেলঃ ২২,২৫০-৩১,২৫০/- টাকা [582, 1609, 933, 1624]
paragraph: ৩। ফিজিক্যাল সহযোগী অধ্যাপক Institute of Information & Communication Technology-১টি পদ। [586, 1584, 897, 1608]
table-row: 6. Invitation reference No. & date Memo No. PD. 1.05 GCP/ Food/Tender/Works-40/2015-564(1-6) Date: 28-07-2015. [9, 368, 547, 399]
ad-heading: Invitation for Tenders (IFT) [67, 228, 487, 265]
paragraph: (g) Contractor with experience of work in multiple sites will be given preference. [232, 1267, 528, 1295]
ad-title: চট্টগ্রাম প্রকৌশল ও প্রযুক্তি বিশ্ববিদ্যালয় [680, 1381, 867, 1395]
paragraph: বেতন স্কেলঃ ১১,০০০-২০,৩৭০/- টাকা [582, 1735, 933, 1750]
ad-code: GD-2485 [967, 2399, 1021, 2414]
paragraph: (h) VAT registration certificate with TIN number and update income tax clearance certificate. [232, 1296, 510, 1323]
table-row: 12 Project/programme code N/A [963, 773, 1506, 801]
signature-block: M. Mahbub-Ul-Alam (Joint Secretary) Project Director [390, 2362, 523, 2413]
website-line: www.dgfood.gov.bd [219, 211, 336, 226]
list-item: d) The tenderer shall have sanctioned credit line facilities/liquid asset at least Tk. 5.00 crore for each package. [232, 1153, 532, 1195]
list-item: ii. Account and Finance Division, Office of the Directorate General of Food, Room No. 419, 16, Abdul Goni Road, Dhaka-1000. [232, 573, 515, 615]
table-row: 23 Price of tender document (Tk) 2,000/- (two thousand) non-refundable. [963, 1606, 1506, 1634]
table-row: Pkg. WD-04: Tangail, Jamalpur, Netrokona & Mymensingh. Tk. 25.00 lac [45, 1654, 546, 1699]
list-item: iv. Office of the Additional Secretary, Ministry of Food, Bangladesh Secretariat, Dhaka-1000. [232, 789, 529, 817]
paragraph: বেতন স্কেলঃ ১৮,৫০০-২৯,৭০০/- টাকা [582, 1681, 933, 1696]
column-rule [959, 51, 1512, 52]
paragraph: ১। অধ্যাপক: (ক) স্থাপত্য বিভাগ-১টি পদ, (খ) নগর ও অঞ্চল পরিকল্পনা বিভাগ-১টি পদ, (গ) Disaster & Environmental Engineering বিভাগ-১টি পদ। [586, 1487, 918, 1511]
office-line: Office of the Project Director [193, 161, 362, 176]
table-row: 20. Name of the work Package No./location (district) Tender security in the form of Pay Order/Bank Draft Completion time in months Construction of New Food Godowns and Ancillary Works Pkg. WD-01: Thakurgaon, Panchagar & Dinajpur. Tk. 25.00 lac 11 (eleven) months for each package Pkg. WD-02: Rangpur, Gaibandha, Bogra & Naogaon. Tk. 25.00 lac Pkg. WD-03: Chandpur. Tk. 25.00 lac Pkg. WD-04: Tangail, Jamalpur, Netrokona & Mymensingh. Tk. 25.00 lac Pkg. WD-05: Barisal, Bhola & Patuakhali. Tk. 25.00 lac Pkg. WD-06: Sunamgonj Tk. 25.00 lac [9, 1445, 547, 1762]
table-row: - Receiving tender document Office of the Principal, Abdul Malek Ukil Medical College, Noakhali. [963, 1254, 1506, 1305]
paragraph: ৬। প্রভাষক: (ক) স্থাপত্য বিভাগ-১টি পদ, (খ) পেট্রোলিয়াম এন্ড মাইনিং ইঞ্জিনিয়ারিং বিভাগ-১টি পদ,(গ) Disaster & Environmental Engineering বিভাগ-১টি পদ, (ঘ) মানবিক বিভাগ (সমাজ বিজ্ঞান) -১টি পদ। [586, 1697, 929, 1734]
paragraph: ১৩। ল্যাব এটেনডেন্ট -১টি পদ। [586, 1941, 700, 1952]
table-row: 10. Tender last selling date & time 30th August, 2015, up to 5.00pm. [9, 449, 547, 465]
paragraph: বেতন স্কেলঃ ৪,৫০০-৯,৭৪০/-টাকা [582, 1924, 933, 1939]
paragraph: ৫। সহকারী অধ্যাপক: (ক) স্থাপত্য বিভাগ-১টি পদ, (খ) পেট্রোলিয়াম এন্ড মাইনিং ইঞ্জিনিয়ারিং বিভাগ-১টি পদ (গ) রসায়ন বিভাগ-১টি পদ। [586, 1655, 919, 1679]
lots-table: Package Lots Location Tender security amount (Tk) Completion time in weeks / months 01 Lot-1: Furniture Principal, Abdul Malek Ukil Medical College, Noakhali 2 (two) percent of the total value of the item(s) quoted by the tenderer 10 (ten) weeks Lot-2: Computer & Accessories Do Do 10 (ten) weeks Lot-3: MSR Do Do 10 (ten) weeks Lot-4: Equipments Do Do 10 (ten) weeks Lot-5: Sports Items Do Do 10 (ten) weeks [998, 1634, 1505, 2062]
table-row: 1. Ministry/Division Ministry of Food. [9, 270, 547, 287]
table-row: 10 Budget and source of funds GOB/RPA/JDCF [963, 690, 1506, 718]
masthead-logo: The Daily Star [1343, 3, 1471, 23]
table-row: Lot-3: MSR Do Do 10 (ten) weeks [998, 1907, 1506, 1935]
table-row: 5. Invitation for Construction of New Food Godowns and Ancillary Works. [9, 337, 547, 368]
table-row: 7. Procurement method Open tendering method (OTM-PW3). [9, 399, 547, 415]
page-header [0, 0, 1512, 30]
table-row: - Selling tender document Office of the Principal, Abdul Malek Ukil Medical College, Noakhali. [963, 1174, 1506, 1226]
ad-code: জিডি-২৫০৭ [582, 611, 643, 625]
table-row: Lot-4: Equipments Do Do 10 (ten) weeks [998, 1935, 1506, 1987]
table-row: 3. Procuring entity name Project Director. [9, 303, 547, 320]
paragraph: ১১। টেকনিশিয়ান (পুরকৌশল) -১টি পদ। [586, 1882, 731, 1893]
signature-block: Prof Dr Md Abdus Salam Principal Abdul Malek Ukil Medical College, Noakhali [1197, 2369, 1442, 2414]
paragraph: খ) ৯-১৩নং পদের জন্য আবেদনপত্র সাদা কাগজে করতে হবে। সত্যায়িত পদের যোগ্যতা ও অভিজ্ঞতা সম্পর্কিত বিবরণী ওয়েব সাইট www.cuet.ac.bd থেকে জানা যাবে। [583, 2015, 907, 2040]
list-item: iii. Office of the Divisional Commissioner, Dhaka Division, Dhaka. [232, 761, 498, 788]
list-item: e) Tenderers have qualified & experienced technical personnel of civil & electromechanical works. [232, 1196, 521, 1223]
